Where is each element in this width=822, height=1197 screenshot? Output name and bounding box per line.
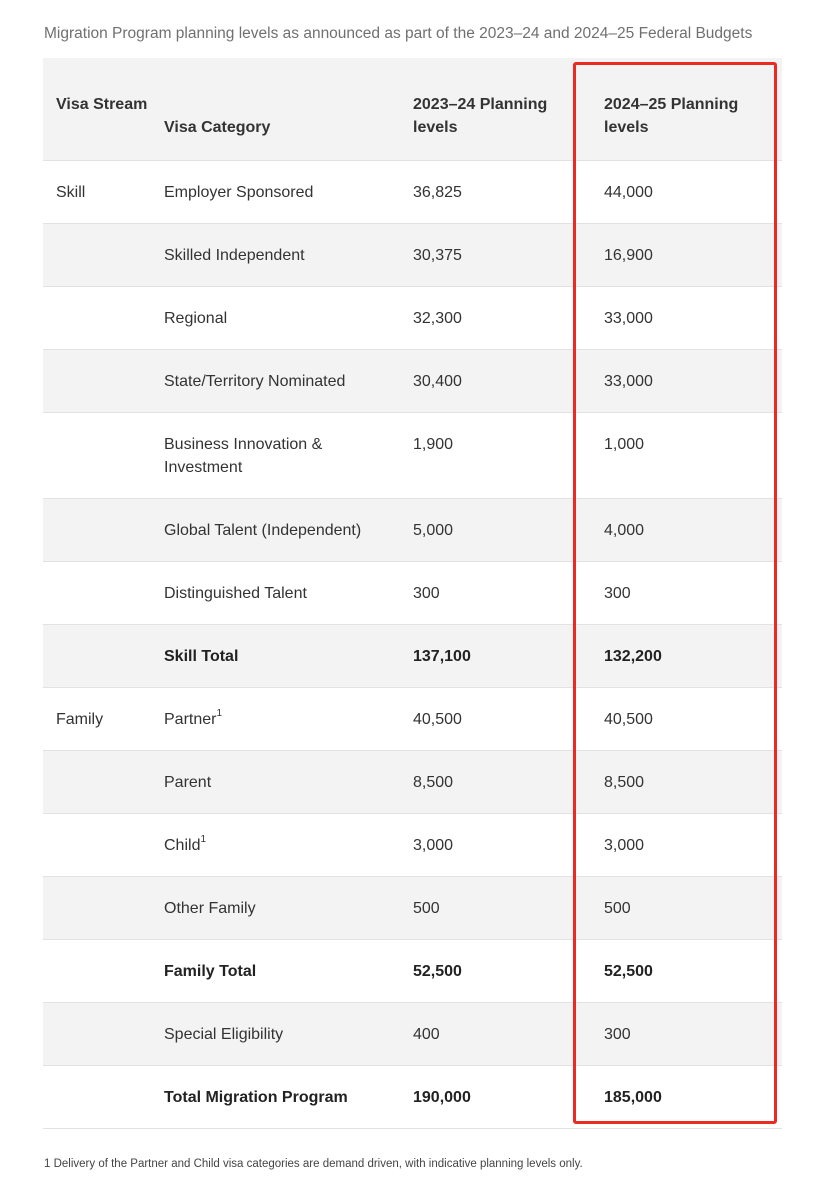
cell-2024-25-value: 132,200: [604, 648, 662, 665]
table-row: [43, 287, 782, 350]
cell-2023-24-value: 30,375: [413, 247, 462, 264]
cell-2024-25-value: 500: [604, 900, 631, 917]
cell-visa-category-text: Child: [164, 837, 201, 854]
table-row: [43, 224, 782, 287]
cell-2024-25-value: 300: [604, 1026, 631, 1043]
planning-levels-table: [43, 58, 782, 1129]
cell-2023-24-value: 400: [413, 1026, 440, 1043]
cell-2023-24-value: 36,825: [413, 184, 462, 201]
cell-visa-stream: Family: [56, 711, 104, 728]
cell-2024-25-value: 33,000: [604, 373, 653, 390]
footnote-marker: 1: [200, 833, 207, 845]
table-row: [43, 625, 782, 688]
cell-visa-category-text: Family Total: [164, 963, 257, 980]
cell-visa-category-text: Global Talent (Independent): [164, 522, 362, 539]
cell-visa-category: [164, 1023, 394, 1046]
table-row: [43, 940, 782, 1003]
cell-2023-24-value: 500: [413, 900, 440, 917]
cell-visa-category: [164, 582, 394, 605]
table-row: [43, 161, 782, 224]
cell-2024-25-value: 52,500: [604, 963, 653, 980]
cell-visa-category: [164, 834, 394, 857]
cell-2024-25-value: 8,500: [604, 774, 645, 791]
footnote-marker: 1: [216, 707, 223, 719]
cell-2024-25-value: 33,000: [604, 310, 653, 327]
table-header-row: [43, 58, 782, 161]
cell-2024-25-value: 40,500: [604, 711, 653, 728]
cell-visa-category-text: Skill Total: [164, 648, 239, 665]
table-row: [43, 814, 782, 877]
footnote: 1 Delivery of the Partner and Child visa categories are demand driven, with indicative planning levels only.: [44, 1158, 583, 1170]
cell-visa-category-text: Employer Sponsored: [164, 184, 314, 201]
cell-2023-24-value: 40,500: [413, 711, 462, 728]
table-row: [43, 562, 782, 625]
table-row: [43, 1003, 782, 1066]
cell-2023-24-value: 52,500: [413, 963, 462, 980]
cell-visa-category: [164, 433, 394, 479]
table-row: [43, 350, 782, 413]
header-2023-24: 2023–24 Planning levels: [413, 96, 548, 136]
cell-2023-24-value: 190,000: [413, 1089, 471, 1106]
cell-visa-category: [164, 244, 394, 267]
cell-2023-24-value: 3,000: [413, 837, 454, 854]
cell-visa-category-text: Regional: [164, 310, 228, 327]
cell-visa-category-text: Distinguished Talent: [164, 585, 307, 602]
table-row: [43, 877, 782, 940]
table-row: [43, 499, 782, 562]
cell-visa-category-text: Special Eligibility: [164, 1026, 284, 1043]
cell-visa-category: [164, 1086, 394, 1109]
cell-2024-25-value: 1,000: [604, 436, 645, 453]
cell-visa-category: [164, 370, 394, 393]
cell-visa-category: [164, 960, 394, 983]
cell-2024-25-value: 44,000: [604, 184, 653, 201]
table-row: [43, 751, 782, 814]
header-visa-stream: Visa Stream: [56, 96, 148, 113]
cell-visa-category: [164, 897, 394, 920]
cell-visa-category: [164, 708, 394, 731]
cell-visa-category-text: Other Family: [164, 900, 256, 917]
cell-2024-25-value: 4,000: [604, 522, 645, 539]
cell-visa-stream: Skill: [56, 184, 86, 201]
cell-visa-category: [164, 519, 394, 542]
cell-visa-category: [164, 645, 394, 668]
cell-2023-24-value: 300: [413, 585, 440, 602]
cell-visa-category: [164, 771, 394, 794]
cell-2023-24-value: 1,900: [413, 436, 454, 453]
cell-visa-category-text: State/Territory Nominated: [164, 373, 346, 390]
table-row: [43, 1066, 782, 1129]
cell-2023-24-value: 32,300: [413, 310, 462, 327]
cell-2024-25-value: 185,000: [604, 1089, 662, 1106]
table-caption: Migration Program planning levels as announced as part of the 2023–24 and 2024–25 Federal Budgets: [44, 25, 753, 42]
table-row: [43, 688, 782, 751]
cell-visa-category-text: Partner: [164, 711, 217, 728]
cell-2023-24-value: 5,000: [413, 522, 454, 539]
cell-visa-category-text: Total Migration Program: [164, 1089, 348, 1106]
cell-visa-category: [164, 181, 394, 204]
cell-visa-category-text: Business Innovation & Investment: [164, 436, 323, 476]
cell-visa-category: [164, 307, 394, 330]
header-visa-category: Visa Category: [164, 119, 271, 136]
cell-2023-24-value: 30,400: [413, 373, 462, 390]
table-row: [43, 413, 782, 499]
header-2024-25: 2024–25 Planning levels: [604, 96, 739, 136]
cell-2024-25-value: 300: [604, 585, 631, 602]
cell-2024-25-value: 16,900: [604, 247, 653, 264]
cell-2024-25-value: 3,000: [604, 837, 645, 854]
cell-visa-category-text: Skilled Independent: [164, 247, 305, 264]
cell-2023-24-value: 8,500: [413, 774, 454, 791]
cell-2023-24-value: 137,100: [413, 648, 471, 665]
cell-visa-category-text: Parent: [164, 774, 212, 791]
table-body: [43, 161, 782, 1129]
